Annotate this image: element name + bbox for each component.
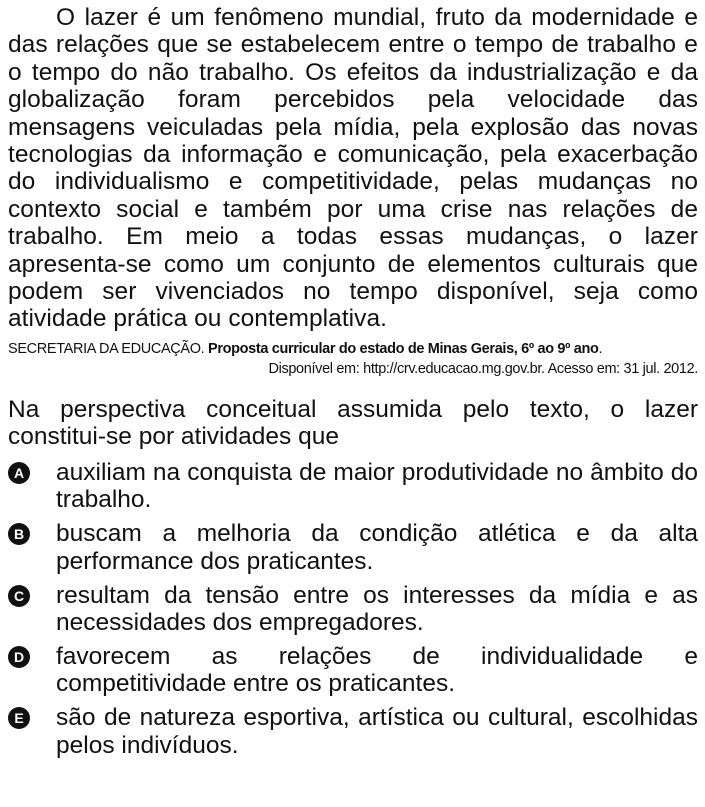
exam-question-page — [8, 0, 698, 766]
option-c-letter-badge: C — [8, 585, 30, 607]
source-line-1 — [8, 339, 698, 359]
option-b-text: buscam a melhoria da condição atlética e da alta performance dos praticantes. — [56, 520, 698, 575]
source-availability: Disponível em: http://crv.educacao.mg.gov.br. Acesso em: 31 jul. 2012. — [268, 360, 698, 377]
passage-text: O lazer é um fenômeno mundial, fruto da modernidade e das relações que se estabelecem entre o tempo de trabalho e o tempo do não trabalho. Os efeitos da industrialização e da globalização foram percebidos pela velocidade das mensagens veiculadas pela mídia, pela explosão das novas tecnologias da informação e comunicação, pela exacerbação do individualismo e competitividade, pelas mudanças no contexto social e também por uma crise nas relações de trabalho. Em meio a todas essas mudanças, o lazer apresenta-se como um conjunto de elementos culturais que podem ser vivenciados no tempo disponível, seja como atividade prática ou contemplativa. — [8, 4, 698, 333]
source-title: Proposta curricular do estado de Minas Gerais, 6º ao 9º ano — [208, 340, 599, 357]
option-d-letter-badge: D — [8, 646, 30, 668]
source-title-end: . — [598, 340, 603, 357]
option-a-letter-badge: A — [8, 462, 30, 484]
option-d-text: favorecem as relações de individualidade e competitividade entre os praticantes. — [56, 642, 698, 698]
option-c-text: resultam da tensão entre os interesses da mídia e as necessidades dos empregadores. — [56, 581, 698, 636]
option-a[interactable] — [8, 459, 698, 514]
option-b-letter-badge: B — [8, 523, 30, 545]
option-a-text: auxiliam na conquista de maior produtividade no âmbito do trabalho. — [56, 458, 698, 514]
option-e-letter-badge: E — [8, 707, 30, 729]
source-author: SECRETARIA DA EDUCAÇÃO. — [8, 340, 205, 357]
source-citation — [8, 339, 698, 379]
option-b[interactable] — [8, 520, 698, 575]
option-c[interactable] — [8, 582, 698, 637]
answer-options — [8, 459, 698, 759]
option-e-text: são de natureza esportiva, artística ou cultural, escolhidas pelos indivíduos. — [56, 704, 698, 759]
option-e[interactable] — [8, 704, 698, 759]
option-d[interactable] — [8, 643, 698, 698]
question-stem: Na perspectiva conceitual assumida pelo texto, o lazer constitui-se por atividades que — [8, 395, 698, 451]
